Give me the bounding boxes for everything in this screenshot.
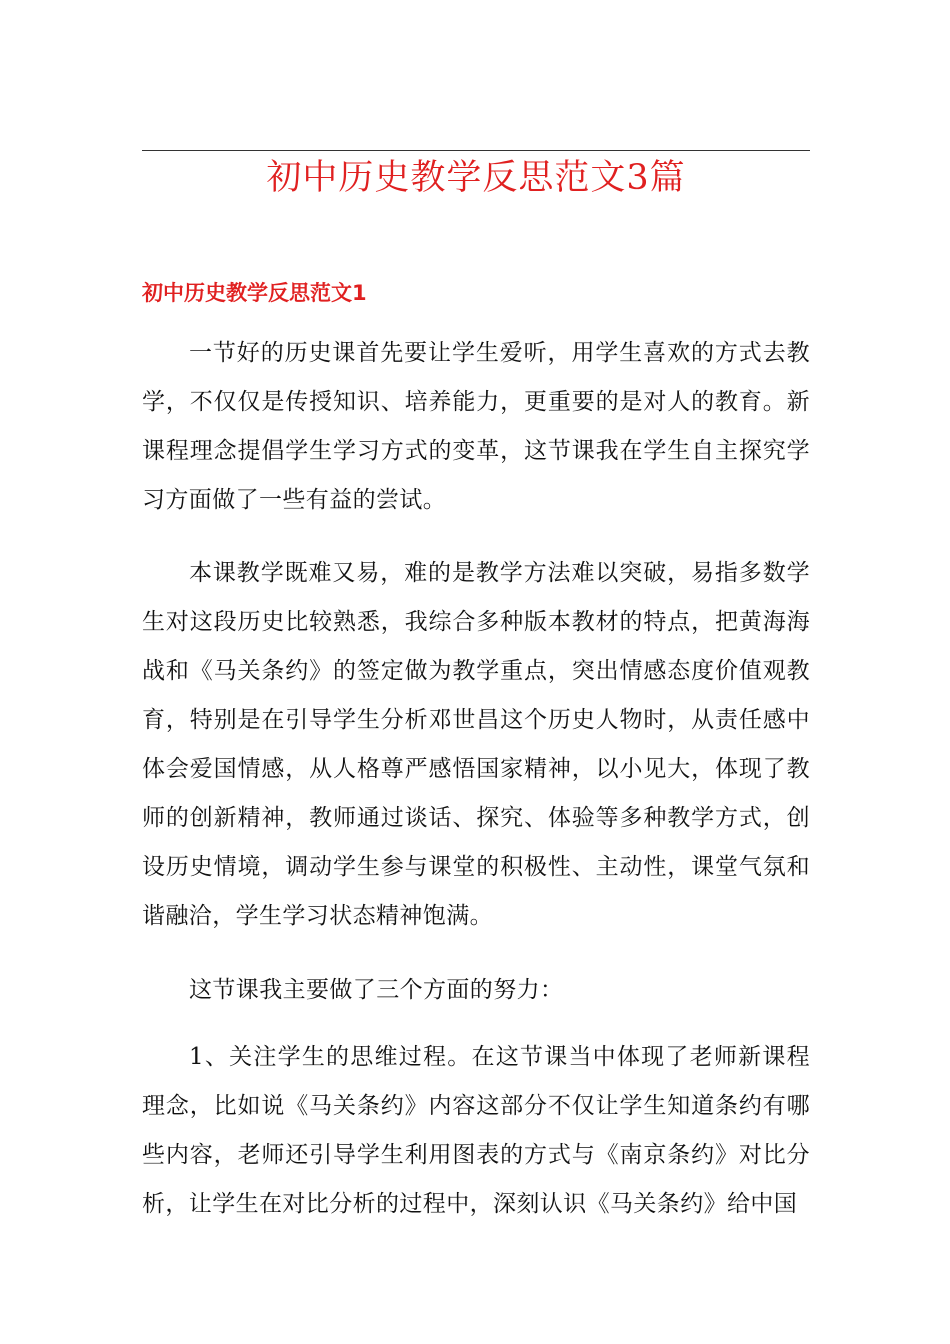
section-heading: 初中历史教学反思范文1 <box>142 281 367 305</box>
paragraph-4: 1、关注学生的思维过程。在这节课当中体现了老师新课程理念，比如说《马关条约》内容这部分不仅让学生知道条约有哪些内容，老师还引导学生利用图表的方式与《南京条约》对比分析，让学生在对比分析的过程中，深刻认识《马关条约》给中国 <box>142 1044 810 1217</box>
header-rule <box>142 150 810 151</box>
paragraph-3: 这节课我主要做了三个方面的努力： <box>189 977 564 1003</box>
paragraph-2: 本课教学既难又易，难的是教学方法难以突破，易指多数学生对这段历史比较熟悉，我综合多种版本教材的特点，把黄海海战和《马关条约》的签定做为教学重点，突出情感态度价值观教育，特别是在引导学生分析邓世昌这个历史人物时，从责任感中体会爱国情感，从人格尊严感悟国家精神，以小见大，体现了教师的创新精神，教师通过谈话、探究、体验等多种教学方式，创设历史情境，调动学生参与课堂的积极性、主动性，课堂气氛和谐融洽，学生学习状态精神饱满。 <box>142 560 810 929</box>
document-title: 初中历史教学反思范文3篇 <box>266 158 686 198</box>
paragraph-1: 一节好的历史课首先要让学生爱听，用学生喜欢的方式去教学，不仅仅是传授知识、培养能力，更重要的是对人的教育。新课程理念提倡学生学习方式的变革，这节课我在学生自主探究学习方面做了一些有益的尝试。 <box>142 340 810 513</box>
